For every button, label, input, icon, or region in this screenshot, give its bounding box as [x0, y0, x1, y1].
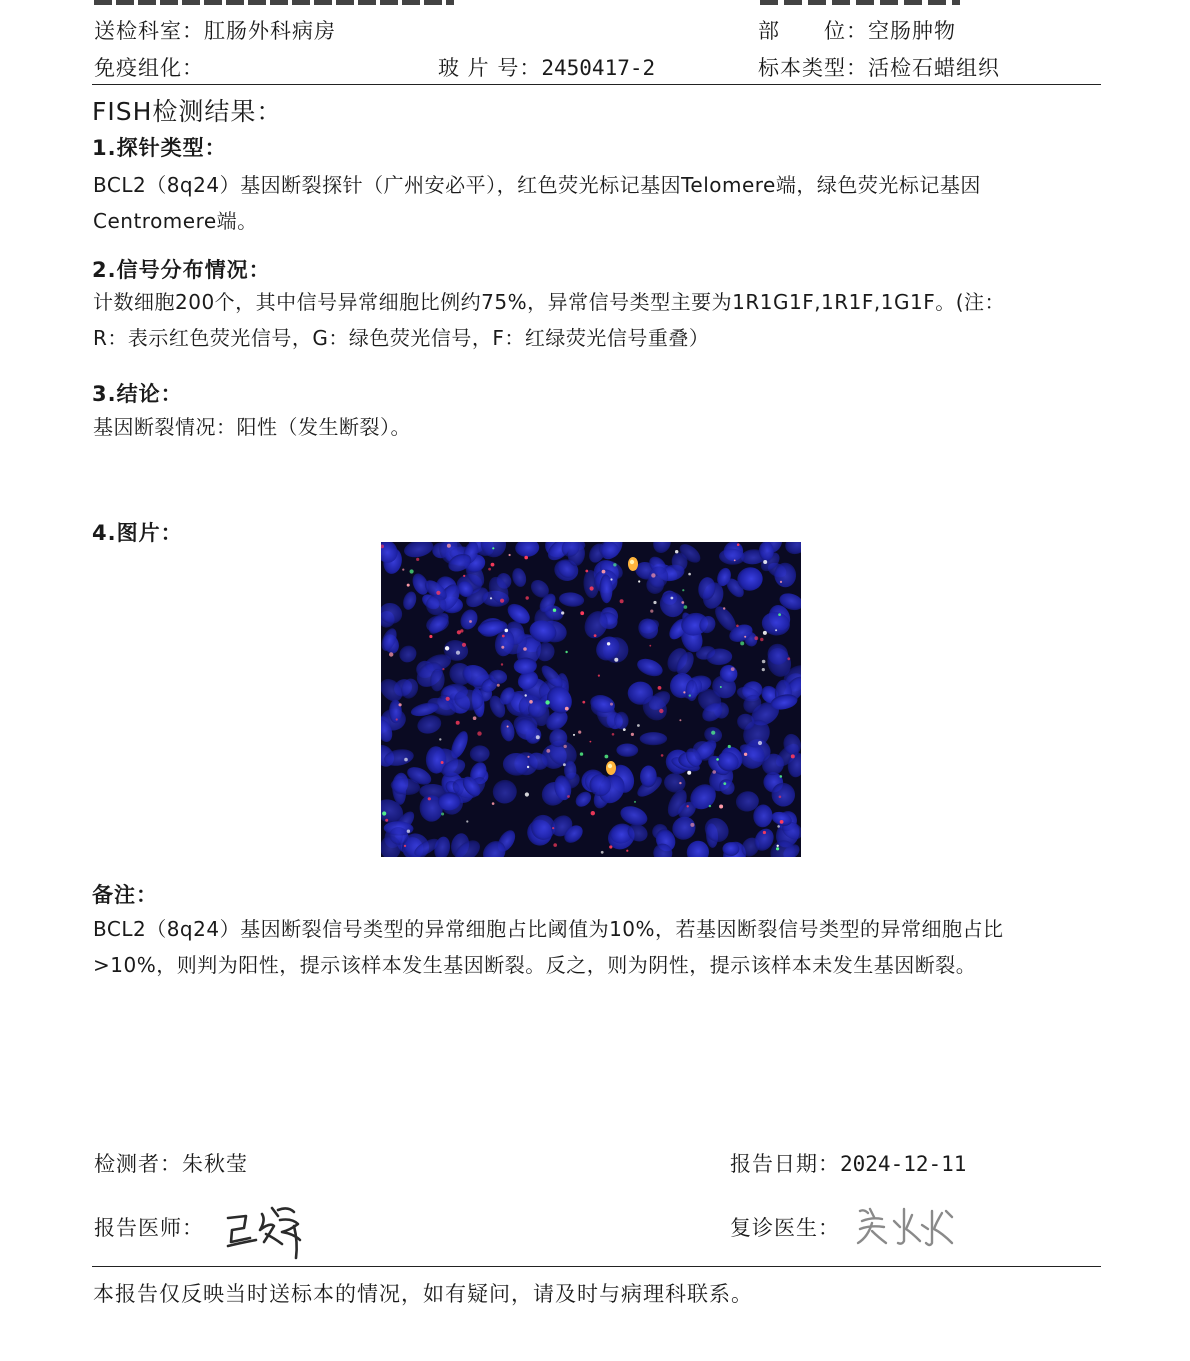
doctor-signature-icon [222, 1196, 312, 1266]
probe-heading: 1.探针类型： [92, 136, 227, 160]
notes-line-2: >10%，则判为阳性，提示该样本发生基因断裂。反之，则为阴性，提示该样本未发生基因断裂。 [93, 953, 977, 977]
ihc-label: 免疫组化： [94, 56, 204, 80]
tester-field [94, 1148, 248, 1178]
site-field [758, 15, 956, 45]
specimen-label: 标本类型： [758, 56, 868, 80]
reviewer-label: 复诊医生： [730, 1216, 840, 1240]
reviewer-signature-icon [854, 1203, 964, 1255]
slide-label: 玻 片 号： [438, 56, 542, 80]
report-date-field [730, 1148, 966, 1178]
signal-heading: 2.信号分布情况： [92, 258, 271, 282]
site-value: 空肠肿物 [868, 19, 956, 43]
department-value: 肛肠外科病房 [204, 19, 336, 43]
probe-line-2: Centromere端。 [93, 209, 258, 233]
site-label: 部 位： [758, 19, 868, 43]
specimen-value: 活检石蜡组织 [868, 56, 1000, 80]
result-title: FISH检测结果： [92, 97, 283, 126]
department-field [94, 15, 336, 45]
report-date-value: 2024-12-11 [840, 1152, 967, 1176]
report-date-label: 报告日期： [730, 1152, 840, 1176]
cutoff-top-left [94, 0, 454, 5]
conclusion-heading: 3.结论： [92, 382, 183, 406]
tester-label: 检测者： [94, 1152, 182, 1176]
slide-value: 2450417-2 [541, 56, 656, 80]
cutoff-top-right [760, 0, 960, 5]
fish-micrograph-image [381, 542, 801, 857]
fish-fluorescence-micrograph-icon [381, 542, 801, 857]
footer-divider [92, 1266, 1101, 1267]
tester-value: 朱秋莹 [182, 1152, 248, 1176]
conclusion-text: 基因断裂情况：阳性（发生断裂）。 [93, 415, 411, 439]
slide-field [438, 52, 655, 82]
department-label: 送检科室： [94, 19, 204, 43]
specimen-field [758, 52, 1000, 82]
report-doctor-label: 报告医师： [94, 1216, 204, 1240]
ihc-field [94, 52, 204, 82]
signal-line-1: 计数细胞200个，其中信号异常细胞比例约75%，异常信号类型主要为1R1G1F,1R1F,1G1F。(注： [93, 290, 1006, 314]
footer-disclaimer: 本报告仅反映当时送标本的情况，如有疑问，请及时与病理科联系。 [93, 1282, 753, 1306]
signal-line-2: R：表示红色荧光信号，G：绿色荧光信号，F：红绿荧光信号重叠） [93, 326, 710, 350]
image-heading: 4.图片： [92, 521, 183, 545]
notes-line-1: BCL2（8q24）基因断裂信号类型的异常细胞占比阈值为10%，若基因断裂信号类型的异常细胞占比 [93, 917, 1004, 941]
probe-line-1: BCL2（8q24）基因断裂探针（广州安必平），红色荧光标记基因Telomere端，绿色荧光标记基因 [93, 173, 981, 197]
header-divider [92, 84, 1101, 85]
notes-heading: 备注： [92, 883, 158, 907]
